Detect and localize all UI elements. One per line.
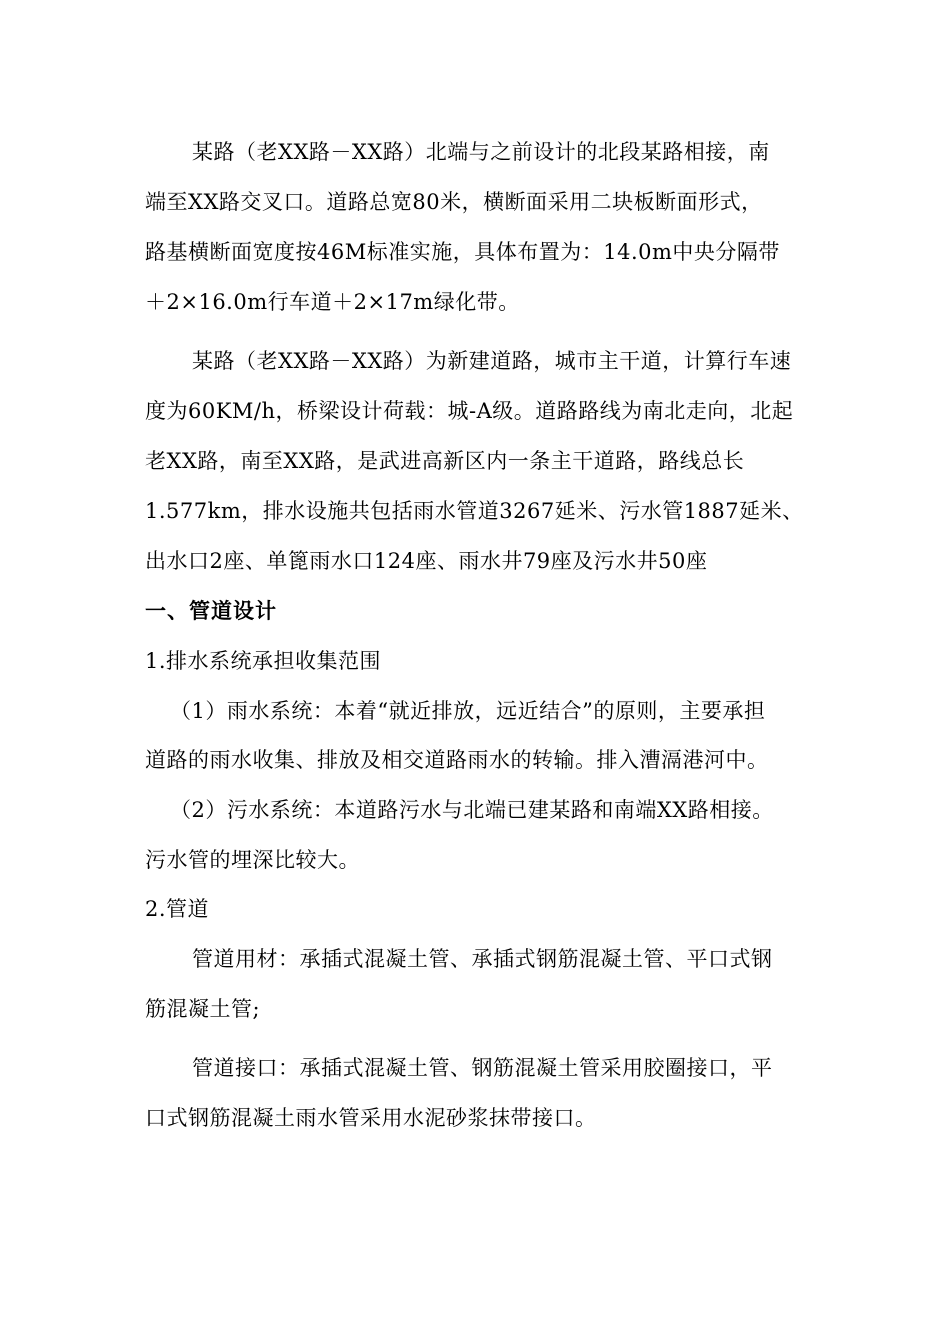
pipe-material-line-1: 管道用材：承插式混凝土管、承插式钢筋混凝土管、平口式钢 xyxy=(192,947,773,971)
pipe-joint-line-2: 口式钢筋混凝土雨水管采用水泥砂浆抹带接口。 xyxy=(145,1106,597,1130)
sewage-system-line-1: （2）污水系统：本道路污水与北端已建某路和南端XX路相接。 xyxy=(170,798,774,822)
paragraph-2-line-5: 出水口2座、单篦雨水口124座、雨水井79座及污水井50座 xyxy=(145,549,708,573)
pipe-joint-line-1: 管道接口：承插式混凝土管、钢筋混凝土管采用胶圈接口，平 xyxy=(192,1056,773,1080)
subheading-2: 2.管道 xyxy=(145,897,210,921)
paragraph-2-line-2: 度为60KM/h，桥梁设计荷载：城-A级。道路路线为南北走向，北起 xyxy=(145,399,794,423)
section-heading: 一、管道设计 xyxy=(145,599,277,623)
paragraph-1-line-1: 某路（老XX路－XX路）北端与之前设计的北段某路相接，南 xyxy=(192,140,770,164)
paragraph-2-line-4: 1.577km，排水设施共包括雨水管道3267延米、污水管1887延米、 xyxy=(145,499,804,523)
paragraph-1-line-2: 端至XX路交叉口。道路总宽80米，横断面采用二块板断面形式， xyxy=(145,190,763,214)
paragraph-1-line-3: 路基横断面宽度按46M标准实施，具体布置为：14.0m中央分隔带 xyxy=(145,240,780,264)
paragraph-1-line-4: ＋2×16.0m行车道＋2×17m绿化带。 xyxy=(145,290,520,314)
subheading-1: 1.排水系统承担收集范围 xyxy=(145,649,382,673)
rain-system-line-1: （1）雨水系统：本着“就近排放，远近结合”的原则，主要承担 xyxy=(170,699,766,723)
pipe-material-line-2: 筋混凝土管; xyxy=(145,997,261,1021)
sewage-system-line-2: 污水管的埋深比较大。 xyxy=(145,848,360,872)
paragraph-2-line-3: 老XX路，南至XX路，是武进高新区内一条主干道路，路线总长 xyxy=(145,449,745,473)
paragraph-2-line-1: 某路（老XX路－XX路）为新建道路，城市主干道，计算行车速 xyxy=(192,349,792,373)
rain-system-line-2: 道路的雨水收集、排放及相交道路雨水的转输。排入漕滆港河中。 xyxy=(145,748,769,772)
